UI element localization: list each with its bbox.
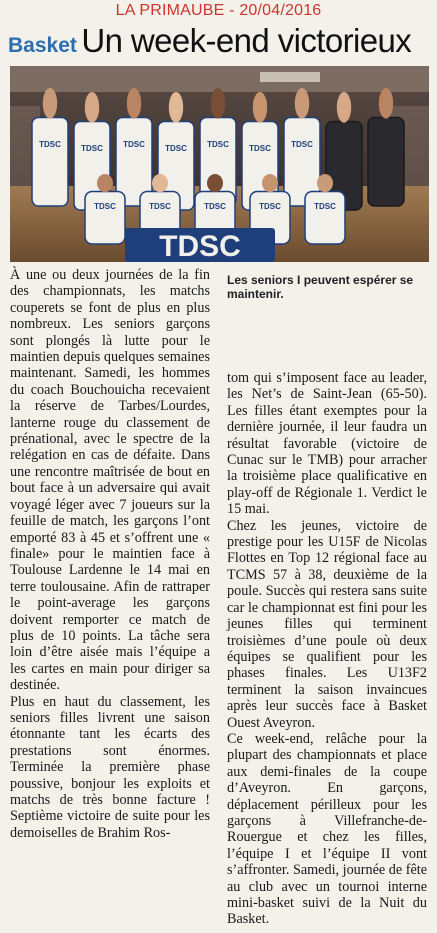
jersey-text: TDSC [291,140,313,149]
article-paragraph: Chez les jeunes, victoire de prestige pour les U15F de Nicolas Flottes en Top 12 régional face au TCMS 57 à 38, deuxième de la poule. Succès qui restera sans suite car le championnat est fini pour les jeunes filles qui terminent troisièmes d’une poule où deux équipes se qualifient pour les phases finales. Les U13F2 terminent la saison invaincues après leur succès face à Basket Ouest Aveyron. [227,517,427,731]
team-photo [10,66,429,262]
article-title: Un week-end victorieux [81,22,412,59]
jersey-text: TDSC [314,202,336,211]
article-headline [8,22,433,62]
article-paragraph: tom qui s’imposent face au leader, les Net’s de Saint-Jean (65-50). Les filles étant exemptes pour la dernière journée, il leur faudra un résultat favorable (victoire de Cunac sur le TMB) pour arracher la troisième place qualificative en play-off de Régionale 1. Verdict le 15 mai. [227,370,427,518]
newspaper-source-date: LA PRIMAUBE - 20/04/2016 [115,2,322,19]
jersey-text: TDSC [165,144,187,153]
jersey-text: TDSC [207,140,229,149]
jersey-text: TDSC [81,144,103,153]
photo-caption: Les seniors I peuvent espérer se maintenir. [227,273,414,301]
jersey-text: TDSC [39,140,61,149]
jersey-text: TDSC [149,202,171,211]
team-photo-illustration [10,66,429,262]
jersey-text: TDSC [249,144,271,153]
article-paragraph: À une ou deux journées de la fin des championnats, les matchs couperets se font de plus en plus nombreux. Les seniors garçons sont plongés là lutte pour le maintien depuis quelques semaines maintenant. Samedi, les hommes du coach Bouchouicha recevaient la réserve de Tarbes/Lourdes, lanterne rouge du classement de prénational, avec le spectre de la relégation en cas de défaite. Dans une rencontre maîtrisée de bout en bout face à un adversaire qui avait voyagé léger avec 7 joueurs sur la feuille de match, les garçons l’ont emporté 83 à 45 et s’offrent une « finale» pour le maintien face à Toulouse Lardenne le 14 mai en terre toulousaine. Afin de rattraper le point-average les garçons doivent remporter ce match de plus de 10 points. La tâche sera loin d’être aisée mais l’équipe a les cartes en main pour diriger sa destinée. [10,267,210,694]
jersey-text: TDSC [259,202,281,211]
article-column-right [227,370,427,931]
jersey-text: TDSC [123,140,145,149]
article-paragraph: Plus en haut du classement, les seniors filles livrent une saison étonnante tant les écarts des prestations sont énormes. Terminée la première phase poussive, bonjour les exploits et matchs de très bonne facture ! Septième victoire de suite pour les demoiselles de Brahim Ros- [10,693,210,841]
article-paragraph: Ce week-end, relâche pour la plupart des championnats et place aux demi-finales de la coupe d’Aveyron. En garçons, déplacement périlleux pour les garçons à Villefranche-de-Rouergue et chez les filles, l’équipe I et l’équipe II vont s’affronter. Samedi, journée de fête au club avec un tournoi interne mini-basket suivi de la Nuit du Basket. [227,730,427,928]
banner-text: TDSC [159,230,241,262]
article-column-left [10,267,210,931]
section-kicker: Basket [8,34,77,57]
jersey-text: TDSC [94,202,116,211]
jersey-text: TDSC [204,202,226,211]
club-banner [125,228,275,262]
